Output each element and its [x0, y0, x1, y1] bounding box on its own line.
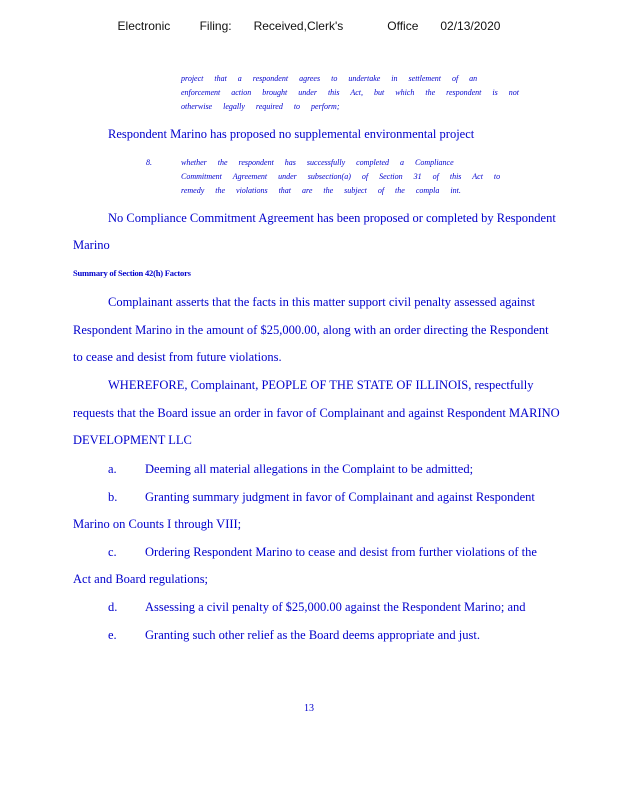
sep-paragraph: Respondent Marino has proposed no supplemental environmental project	[108, 127, 475, 141]
cca-paragraph-line: No Compliance Commitment Agreement has been proposed or completed by Respondent	[108, 211, 556, 225]
relief-item-text: Granting such other relief as the Board deems appropriate and just.	[145, 628, 480, 642]
quote-line: otherwise legally required to perform;	[181, 102, 340, 111]
summary-paragraph-line: Respondent Marino in the amount of $25,000.00, along with an order directing the Respondent	[73, 323, 549, 337]
quote-number: 8.	[146, 158, 152, 167]
wherefore-paragraph-line: WHEREFORE, Complainant, PEOPLE OF THE STATE OF ILLINOIS, respectfully	[108, 378, 534, 392]
wherefore-paragraph-line: requests that the Board issue an order in favor of Complainant and against Respondent MARINO	[73, 406, 560, 420]
relief-item-text: Assessing a civil penalty of $25,000.00 against the Respondent Marino; and	[145, 600, 526, 614]
electronic-filing-header: Electronic Filing: Received,Clerk's Office 02/13/2020	[117, 19, 501, 33]
quote-line: remedy the violations that are the subject of the compla int.	[181, 186, 461, 195]
relief-item-text: Granting summary judgment in favor of Complainant and against Respondent	[145, 490, 535, 504]
wherefore-paragraph-line: DEVELOPMENT LLC	[73, 433, 192, 447]
relief-item-continuation: Act and Board regulations;	[73, 572, 209, 586]
relief-item-label: c.	[108, 545, 117, 559]
quote-line: whether the respondent has successfully completed a Compliance	[181, 158, 454, 167]
relief-item-label: d.	[108, 600, 118, 614]
quote-line: enforcement action brought under this Act, but which the respondent is not	[181, 88, 519, 97]
relief-item-label: a.	[108, 462, 117, 476]
quote-line: project that a respondent agrees to undertake in settlement of an	[181, 74, 478, 83]
summary-paragraph-line: Complainant asserts that the facts in this matter support civil penalty assessed against	[108, 295, 535, 309]
page-number: 13	[304, 703, 314, 714]
relief-item-label: b.	[108, 490, 118, 504]
cca-paragraph-line: Marino	[73, 238, 110, 252]
section-heading: Summary of Section 42(h) Factors	[73, 268, 191, 278]
relief-item-text: Deeming all material allegations in the Complaint to be admitted;	[145, 462, 474, 476]
relief-item-label: e.	[108, 628, 117, 642]
relief-item-continuation: Marino on Counts I through VIII;	[73, 517, 242, 531]
summary-paragraph-line: to cease and desist from future violations.	[73, 350, 282, 364]
relief-item-text: Ordering Respondent Marino to cease and desist from further violations of the	[145, 545, 537, 559]
quote-line: Commitment Agreement under subsection(a) of Section 31 of this Act to	[181, 172, 501, 181]
